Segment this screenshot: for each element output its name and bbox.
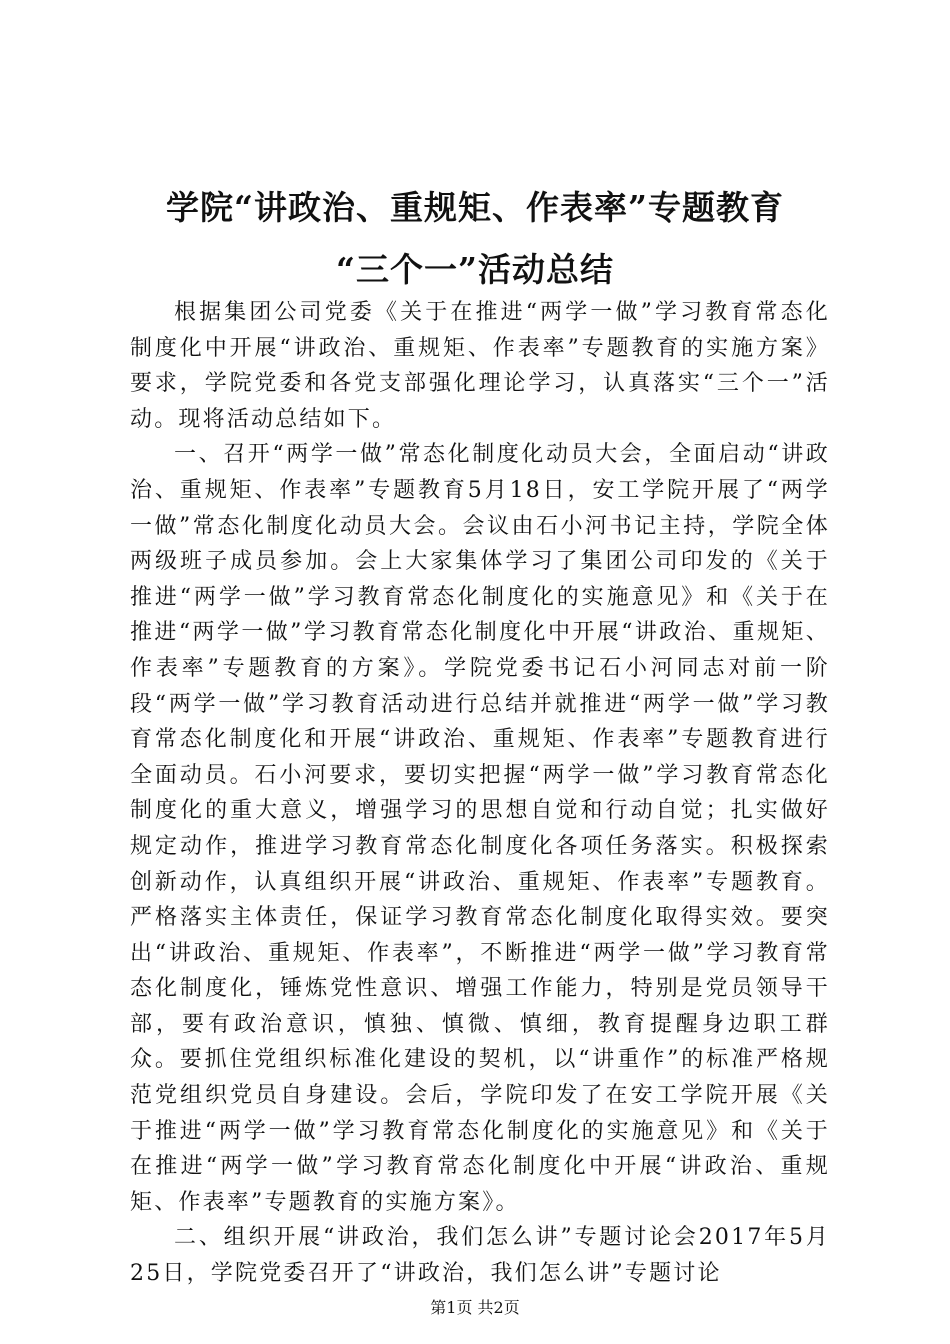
document-title-line-1: 学院“讲政治、重规矩、作表率”专题教育: [166, 188, 784, 227]
paragraph-section-2: 二、组织开展“讲政治，我们怎么讲”专题讨论会2017年5月25日，学院党委召开了“讲政治，我们怎么讲”专题讨论: [130, 1225, 830, 1287]
page-number-footer: 第1页 共2页: [430, 1298, 520, 1317]
document-body: [130, 295, 830, 1292]
document-title-line-2: “三个一”活动总结: [336, 250, 614, 289]
paragraph-section-1: 一、召开“两学一做”常态化制度化动员大会，全面启动“讲政治、重规矩、作表率”专题教育5月18日，安工学院开展了“两学一做”常态化制度化动员大会。会议由石小河书记主持，学院全体两级班子成员参加。会上大家集体学习了集团公司印发的《关于推进“两学一做”学习教育常态化制度化的实施意见》和《关于在推进“两学一做”学习教育常态化制度化中开展“讲政治、重规矩、作表率”专题教育的方案》。学院党委书记石小河同志对前一阶段“两学一做”学习教育活动进行总结并就推进“两学一做”学习教育常态化制度化和开展“讲政治、重规矩、作表率”专题教育进行全面动员。石小河要求，要切实把握“两学一做”学习教育常态化制度化的重大意义，增强学习的思想自觉和行动自觉；扎实做好规定动作，推进学习教育常态化制度化各项任务落实。积极探索创新动作，认真组织开展“讲政治、重规矩、作表率”专题教育。严格落实主体责任，保证学习教育常态化制度化取得实效。要突出“讲政治、重规矩、作表率”，不断推进“两学一做”学习教育常态化制度化，锤炼党性意识、增强工作能力，特别是党员领导干部，要有政治意识，慎独、慎微、慎细，教育提醒身边职工群众。要抓住党组织标准化建设的契机，以“讲重作”的标准严格规范党组织党员自身建设。会后，学院印发了在安工学院开展《关于推进“两学一做”学习教育常态化制度化的实施意见》和《关于在推进“两学一做”学习教育常态化制度化中开展“讲政治、重规矩、作表率”专题教育的实施方案》。: [130, 442, 830, 1215]
paragraph-intro: 根据集团公司党委《关于在推进“两学一做”学习教育常态化制度化中开展“讲政治、重规矩、作表率”专题教育的实施方案》要求，学院党委和各党支部强化理论学习，认真落实“三个一”活动。现将活动总结如下。: [130, 300, 830, 432]
